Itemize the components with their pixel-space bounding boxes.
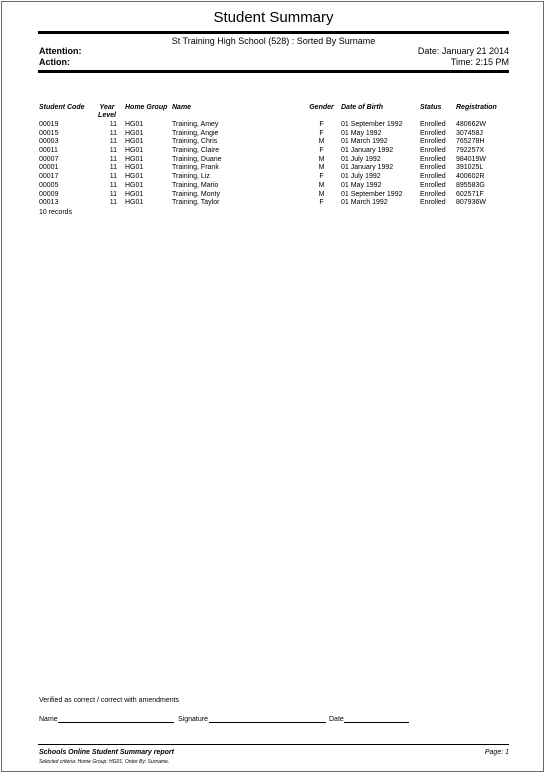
table-row — [39, 147, 509, 156]
home-group-cell: HG01 — [125, 155, 144, 163]
status-cell: Enrolled — [420, 173, 446, 181]
action-label: Action: — [39, 57, 70, 67]
registration-cell: 602571F — [456, 190, 484, 198]
col-registration: Registration — [456, 104, 497, 111]
status-cell: Enrolled — [420, 121, 446, 128]
table-row — [39, 199, 509, 208]
col-status: Status — [420, 104, 442, 111]
name-line — [58, 722, 174, 723]
home-group-cell: HG01 — [125, 121, 144, 128]
registration-cell: 765278H — [456, 138, 485, 146]
registration-cell: 895583G — [456, 181, 485, 189]
year-level-cell: 11 — [109, 173, 117, 181]
col-gender: Gender — [309, 104, 334, 111]
year-level-cell: 11 — [109, 190, 117, 198]
home-group-cell: HG01 — [125, 164, 144, 172]
table-row — [39, 164, 509, 173]
date-of-birth-cell: 01 July 1992 — [341, 155, 381, 163]
home-group-cell: HG01 — [125, 173, 144, 181]
status-cell: Enrolled — [420, 138, 446, 146]
date-line — [344, 722, 409, 723]
footer-criteria: Selected criteria: Home Group: HG01, Order By: Surname. — [39, 759, 170, 765]
table-row — [39, 121, 509, 130]
date-of-birth-cell: 01 January 1992 — [341, 164, 394, 172]
status-cell: Enrolled — [420, 199, 446, 207]
student-code-cell: 00011 — [39, 147, 58, 155]
signature-line — [209, 722, 326, 723]
date-of-birth-cell: 01 March 1992 — [341, 199, 388, 207]
gender-cell: F — [319, 173, 324, 181]
table-header — [39, 104, 509, 121]
student-code-cell: 00019 — [39, 121, 59, 128]
signature-label: Signature — [178, 716, 208, 723]
registration-cell: 807936W — [456, 199, 486, 207]
table-row — [39, 156, 509, 165]
home-group-cell: HG01 — [125, 199, 144, 207]
gender-cell: F — [319, 199, 324, 207]
year-level-cell: 11 — [109, 129, 117, 137]
verified-text: Verified as correct / correct with amendments — [39, 697, 180, 704]
record-count: 10 records — [39, 208, 73, 216]
table-row — [39, 191, 509, 200]
date-label: Date — [329, 716, 344, 723]
status-cell: Enrolled — [420, 181, 446, 189]
student-code-cell: 00013 — [39, 199, 59, 207]
year-level-cell: 11 — [109, 155, 117, 163]
gender-cell: M — [318, 181, 325, 189]
report-time: Time: 2:15 PM — [450, 57, 509, 67]
gender-cell: F — [319, 121, 324, 128]
header-rule — [38, 70, 509, 73]
student-code-cell: 00017 — [39, 173, 59, 181]
report-date: Date: January 21 2014 — [417, 46, 509, 56]
name-cell: Training, Angie — [172, 129, 219, 137]
status-cell: Enrolled — [420, 147, 446, 155]
home-group-cell: HG01 — [125, 129, 144, 137]
student-code-cell: 00001 — [39, 164, 59, 172]
registration-cell: 391025L — [456, 164, 484, 172]
date-of-birth-cell: 01 May 1992 — [341, 129, 382, 137]
col-date-of-birth: Date of Birth — [341, 104, 383, 111]
home-group-cell: HG01 — [125, 147, 144, 155]
gender-cell: F — [319, 129, 324, 137]
home-group-cell: HG01 — [125, 138, 144, 146]
name-cell: Training, Frank — [172, 164, 219, 172]
student-code-cell: 00009 — [39, 190, 59, 198]
gender-cell: M — [318, 164, 325, 172]
name-cell: Training, Amey — [172, 121, 219, 128]
attention-label: Attention: — [39, 46, 82, 56]
registration-cell: 792257X — [456, 147, 485, 155]
year-level-cell: 11 — [109, 164, 117, 172]
year-level-cell: 11 — [109, 181, 117, 189]
home-group-cell: HG01 — [125, 190, 144, 198]
year-level-cell: 11 — [109, 121, 117, 128]
registration-cell: 307458J — [456, 129, 483, 137]
footer-report-name: Schools Online Student Summary report — [39, 749, 174, 756]
gender-cell: M — [318, 138, 325, 146]
registration-cell: 984019W — [456, 155, 486, 163]
status-cell: Enrolled — [420, 155, 446, 163]
footer-page-number: Page: 1 — [484, 749, 509, 756]
name-label: Name — [39, 716, 58, 723]
name-cell: Training, Liz — [172, 173, 210, 181]
report-title: Student Summary — [213, 9, 334, 26]
table-row — [39, 130, 509, 139]
student-table — [39, 104, 509, 216]
status-cell: Enrolled — [420, 190, 446, 198]
year-level-cell: 11 — [109, 138, 117, 146]
col-home-group: Home Group — [125, 104, 168, 111]
date-of-birth-cell: 01 May 1992 — [341, 181, 382, 189]
gender-cell: M — [318, 155, 325, 163]
title-rule — [38, 31, 509, 34]
name-cell: Training, Mario — [172, 181, 219, 189]
date-of-birth-cell: 01 September 1992 — [341, 190, 403, 198]
year-level-cell: 11 — [109, 147, 117, 155]
report-subtitle: St Training High School (528) : Sorted By Surname — [171, 36, 376, 46]
student-code-cell: 00007 — [39, 155, 59, 163]
gender-cell: M — [318, 190, 325, 198]
gender-cell: F — [319, 147, 324, 155]
date-of-birth-cell: 01 July 1992 — [341, 173, 381, 181]
table-body — [39, 121, 509, 208]
student-code-cell: 00015 — [39, 129, 59, 137]
student-code-cell: 00003 — [39, 138, 59, 146]
table-row — [39, 173, 509, 182]
date-of-birth-cell: 01 January 1992 — [341, 147, 394, 155]
status-cell: Enrolled — [420, 164, 446, 172]
table-row — [39, 138, 509, 147]
name-cell: Training, Duane — [172, 155, 222, 163]
date-of-birth-cell: 01 March 1992 — [341, 138, 388, 146]
footer-rule — [38, 744, 509, 745]
registration-cell: 400602R — [456, 173, 485, 181]
name-cell: Training, Taylor — [172, 199, 220, 207]
name-cell: Training, Monty — [172, 190, 220, 198]
status-cell: Enrolled — [420, 129, 446, 137]
name-cell: Training, Claire — [172, 147, 220, 155]
name-cell: Training, Chris — [172, 138, 218, 146]
year-level-cell: 11 — [109, 199, 117, 207]
home-group-cell: HG01 — [125, 181, 144, 189]
col-year-level: Year Level — [98, 104, 116, 119]
col-name: Name — [172, 104, 192, 111]
col-student-code: Student Code — [39, 104, 85, 111]
table-row — [39, 182, 509, 191]
registration-cell: 480662W — [456, 121, 486, 128]
student-code-cell: 00005 — [39, 181, 59, 189]
date-of-birth-cell: 01 September 1992 — [341, 121, 403, 128]
